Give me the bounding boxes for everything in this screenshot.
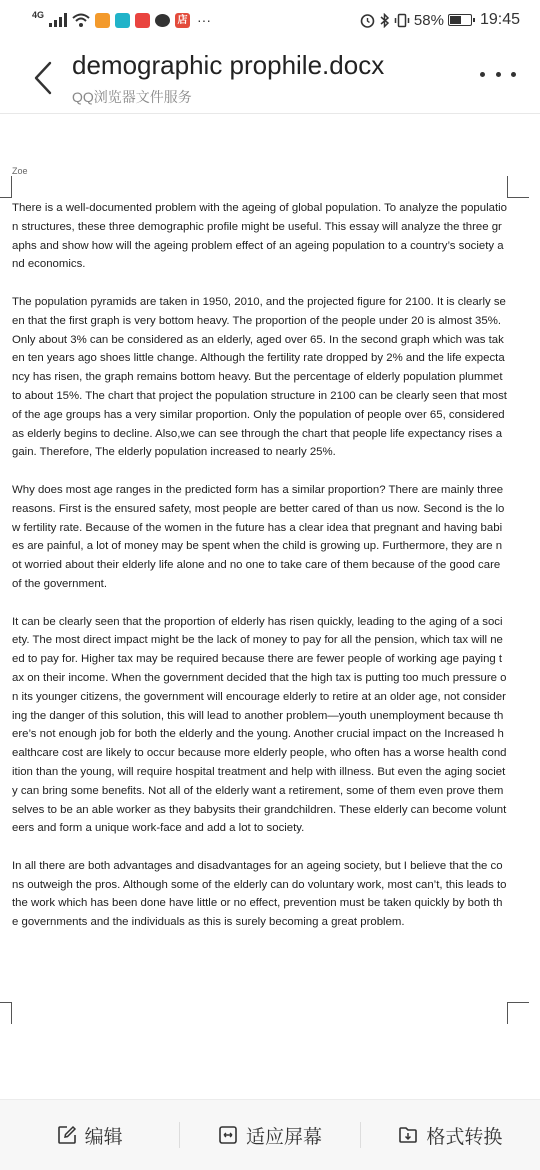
paragraph: It can be clearly seen that the proportion of elderly has risen quickly, leading to the aging of a society. The most direct impact might be the lack of money to pay for all the pension, which tax will need to pay for. Higher tax may be required because there are fewer people of working age paying tax on their income. When the government decided that the high tax is putting too much pressure on its younger citizens, the government will encourage elderly to retire at an older age, not considering the danger of this solution, this will lead to another problem—youth unemployment because there’s not enough job for both the elderly and the young. Another crucial impact on the Increased healthcare cost are likely to occur because more elderly people, who often has a worse health condition than the young, will require hospital treatment and help with illness. But even the aging society can bring some benefits. Not all of the elderly want a retirement, some of them even prove themselves to be an able worker as they babysits their grandchildren. These elderly can become volunteers and form a unique work-face and add a lot to society.: [12, 615, 507, 835]
paragraph: In all there are both advantages and disadvantages for an ageing society, but I believe that the cons outweigh the pros. Although some of the elderly can do voluntary work, most can’t, this leads to the work which has been done have little or no effect, prevention must be taken quickly by both the governments and the individuals as this is surely becoming a great problem.: [12, 859, 507, 929]
more-dots-icon: [511, 72, 516, 77]
alarm-icon: [360, 13, 375, 28]
page-corner-mark: [507, 1002, 529, 1024]
battery-level: [450, 16, 461, 24]
chat-bubble-icon: [155, 14, 170, 27]
store-app-icon: 店: [175, 13, 190, 28]
service-subtitle: QQ浏览器文件服务: [72, 89, 192, 105]
video-app-icon: [95, 13, 110, 28]
folder-download-icon: [398, 1125, 418, 1145]
clock: 19:45: [479, 11, 520, 28]
more-dots-icon: [496, 72, 501, 77]
document-body: [12, 199, 508, 951]
back-arrow-icon: [28, 58, 58, 98]
back-button[interactable]: [28, 58, 58, 98]
format-convert-label: 格式转换: [426, 1126, 503, 1148]
edit-label: 编辑: [84, 1126, 123, 1148]
wifi-icon: [72, 13, 90, 27]
fit-screen-icon: [218, 1125, 238, 1145]
battery-icon: [448, 14, 472, 26]
app-header: [0, 42, 540, 114]
document-title: demographic prophile.docx: [72, 50, 385, 80]
page-corner-mark: [507, 176, 529, 198]
battery-percent: 58%: [413, 11, 444, 29]
status-right: [360, 11, 520, 29]
edit-button[interactable]: [0, 1100, 179, 1170]
status-bar: [0, 0, 540, 40]
paragraph: The population pyramids are taken in 1950, 2010, and the projected figure for 2100. It is clearly seen that the first graph is very bottom heavy. The proportion of the people under 20 is almost 35%. Only about 3% can be considered as an elderly, aged over 65. In the second graph which was taken ten years ago shoes little change. Although the fertility rate dropped by 2% and the life expectancy has risen, the graph remains bottom heavy. But the percentage of elderly population plummet to about 15%. The chart that project the population structure in 2100 can be clearly seen that most of the age groups has a very similar proportion. Only the population of people over 65, considered as elderly begins to decline. Also,we can see through the chart that people life expectancy rises again. Therefore, The elderly population increased to nearly 25%.: [12, 295, 507, 459]
tips-app-icon: [115, 13, 130, 28]
vibrate-icon: [394, 13, 410, 28]
network-type: 4G: [32, 10, 45, 20]
document-author: Zoe: [12, 166, 28, 176]
more-options-button[interactable]: [480, 62, 516, 86]
fit-screen-button[interactable]: [180, 1100, 359, 1170]
signal-icon: [49, 13, 67, 27]
paragraph: There is a well-documented problem with the ageing of global population. To analyze the population structures, these three demographic profile might be useful. This essay will analyze the three graphs and show how will the ageing problem effect of an ageing population to a country’s society and economics.: [12, 202, 507, 271]
page-corner-mark: [0, 1002, 12, 1024]
more-notifications-icon: ···: [197, 12, 212, 28]
format-convert-button[interactable]: [361, 1100, 540, 1170]
status-left: [32, 12, 211, 28]
page-corner-mark: [0, 176, 12, 198]
edit-icon: [57, 1125, 77, 1145]
bottom-toolbar: [0, 1099, 540, 1170]
paragraph: Why does most age ranges in the predicted form has a similar proportion? There are mainly three reasons. First is the ensured safety, most people are better cared of than us now. Second is the low fertility rate. Because of the women in the future has a clear idea that pregnant and having babies are painful, a lot of money may be spent when the child is growing up. Furthermore, they are not worried about their elderly life alone and no one to take care of them because of the good care of the government.: [12, 483, 505, 590]
more-dots-icon: [480, 72, 485, 77]
reader-app-icon: [135, 13, 150, 28]
fit-screen-label: 适应屏幕: [245, 1126, 322, 1148]
bluetooth-icon: [379, 13, 390, 28]
document-viewer[interactable]: [0, 114, 540, 1099]
